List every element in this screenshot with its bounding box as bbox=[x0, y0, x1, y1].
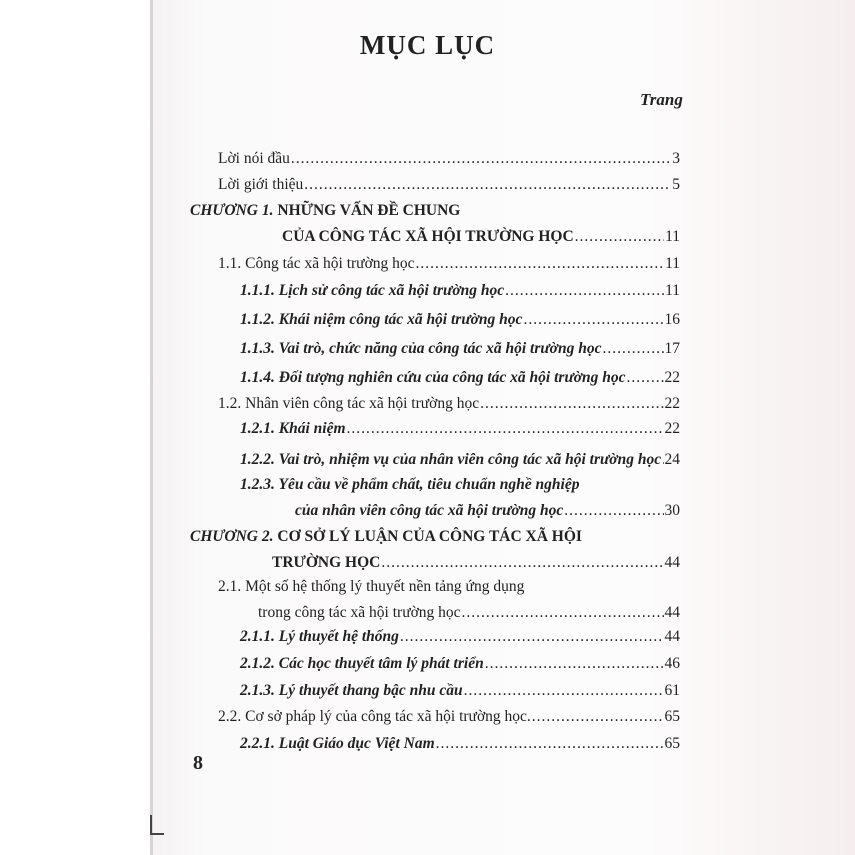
toc-entry bbox=[240, 369, 680, 387]
toc-entry-page: 5 bbox=[672, 176, 680, 193]
toc-entry bbox=[190, 202, 680, 246]
toc-entry-page: 61 bbox=[664, 682, 680, 699]
toc-entry-page: 22 bbox=[664, 420, 680, 437]
toc-entry-page: 46 bbox=[664, 655, 680, 672]
toc-entry-page: 22 bbox=[664, 369, 680, 386]
dot-leader bbox=[291, 150, 671, 168]
dot-leader bbox=[485, 655, 664, 673]
toc-entry-page: 16 bbox=[664, 311, 680, 328]
toc-entry bbox=[218, 176, 680, 194]
dot-leader bbox=[505, 282, 664, 300]
toc-entry-title: 2.1.3. Lý thuyết thang bậc nhu cầu bbox=[240, 682, 463, 699]
toc-entry bbox=[218, 395, 680, 413]
toc-entry bbox=[240, 282, 680, 300]
toc-entry-title: TRƯỜNG HỌC bbox=[272, 554, 381, 571]
toc-entry-title: 1.1.4. Đối tượng nghiên cứu của công tác xã hội trường học bbox=[240, 369, 626, 386]
page-number: 8 bbox=[193, 752, 203, 774]
toc-entry-title: 1.1.3. Vai trò, chức năng của công tác xã hội trường học bbox=[240, 340, 602, 357]
toc-entry-page: 11 bbox=[665, 282, 680, 299]
dot-leader bbox=[662, 451, 663, 469]
toc-entry-page: 44 bbox=[664, 628, 680, 645]
toc-entry-title: 1.2. Nhân viên công tác xã hội trường học bbox=[218, 395, 480, 412]
toc-entry-title: CỦA CÔNG TÁC XÃ HỘI TRƯỜNG HỌC bbox=[282, 228, 574, 245]
dot-leader bbox=[627, 369, 664, 387]
toc-entry-title: 2.2. Cơ sở pháp lý của công tác xã hội trường học. bbox=[218, 708, 531, 725]
dot-leader bbox=[400, 628, 664, 646]
toc-entry bbox=[240, 655, 680, 673]
toc-entry-page: 65 bbox=[664, 708, 680, 725]
toc-entry-title: 2.2.1. Luật Giáo dục Việt Nam bbox=[240, 735, 435, 752]
page-column-label: Trang bbox=[640, 90, 683, 109]
toc-entry bbox=[218, 255, 680, 273]
toc-entry-title: 1.2.2. Vai trò, nhiệm vụ của nhân viên công tác xã hội trường học bbox=[240, 451, 662, 468]
dot-leader bbox=[464, 682, 664, 700]
dot-leader bbox=[304, 176, 671, 194]
toc-entry-title: 2.1.2. Các học thuyết tâm lý phát triển bbox=[240, 655, 484, 672]
toc-entry-title: 2.1. Một số hệ thống lý thuyết nền tảng ứng dụng bbox=[218, 578, 525, 595]
toc-entry-title: trong công tác xã hội trường học bbox=[258, 604, 461, 621]
toc-entry-page: 3 bbox=[672, 150, 680, 167]
toc-entry bbox=[240, 451, 680, 469]
toc-entry-page: 30 bbox=[664, 502, 680, 519]
toc-entry-page: 65 bbox=[664, 735, 680, 752]
page-edge bbox=[150, 0, 153, 855]
toc-entry-page: 11 bbox=[665, 255, 680, 272]
toc-entry bbox=[218, 578, 680, 622]
toc-entry-title: 1.1.1. Lịch sử công tác xã hội trường học bbox=[240, 282, 505, 299]
dot-leader bbox=[523, 311, 663, 329]
dot-leader bbox=[602, 340, 663, 358]
toc-entry bbox=[190, 528, 680, 572]
dot-leader bbox=[564, 502, 663, 520]
dot-leader bbox=[436, 735, 664, 753]
chapter-prefix: CHƯƠNG 1. bbox=[190, 202, 274, 219]
chapter-prefix: CHƯƠNG 2. bbox=[190, 528, 274, 545]
dot-leader bbox=[532, 708, 664, 726]
toc-entry bbox=[240, 420, 680, 438]
dot-leader bbox=[347, 420, 664, 438]
toc-entry bbox=[218, 708, 680, 726]
toc-entry-title: 1.2.3. Yêu cầu về phẩm chất, tiêu chuẩn nghề nghiệp bbox=[240, 476, 580, 493]
toc-entry bbox=[218, 150, 680, 168]
toc-entry-page: 44 bbox=[664, 604, 680, 621]
dot-leader bbox=[575, 228, 664, 246]
toc-entry-page: 22 bbox=[664, 395, 680, 412]
toc-entry-title: 1.1. Công tác xã hội trường học bbox=[218, 255, 415, 272]
toc-entry-title: 1.2.1. Khái niệm bbox=[240, 420, 346, 437]
toc-entry bbox=[240, 628, 680, 646]
dot-leader bbox=[416, 255, 665, 273]
toc-entry-title: CƠ SỞ LÝ LUẬN CỦA CÔNG TÁC XÃ HỘI bbox=[277, 528, 582, 545]
page-title: MỤC LỤC bbox=[359, 30, 496, 60]
toc-entry-page: 24 bbox=[664, 451, 680, 468]
toc-entry-title: Lời giới thiệu bbox=[218, 176, 304, 193]
dot-leader bbox=[480, 395, 663, 413]
toc-entry-title: của nhân viên công tác xã hội trường học bbox=[295, 502, 564, 519]
toc-entry-page: 17 bbox=[664, 340, 680, 357]
page-corner-mark bbox=[150, 815, 164, 835]
toc-entry-title: NHỮNG VẤN ĐỀ CHUNG bbox=[277, 202, 461, 219]
toc-entry bbox=[240, 340, 680, 358]
toc-entry-title: 2.1.1. Lý thuyết hệ thống bbox=[240, 628, 399, 645]
toc-entry bbox=[240, 476, 680, 520]
dot-leader bbox=[462, 604, 664, 622]
toc-entry bbox=[240, 735, 680, 753]
toc-entry-page: 11 bbox=[665, 228, 680, 245]
toc-entry bbox=[240, 682, 680, 700]
toc-entry-page: 44 bbox=[664, 554, 680, 571]
toc-entry-title: Lời nói đầu bbox=[218, 150, 290, 167]
toc-entry bbox=[240, 311, 680, 329]
toc-entry-title: 1.1.2. Khái niệm công tác xã hội trường học bbox=[240, 311, 523, 328]
dot-leader bbox=[381, 554, 663, 572]
